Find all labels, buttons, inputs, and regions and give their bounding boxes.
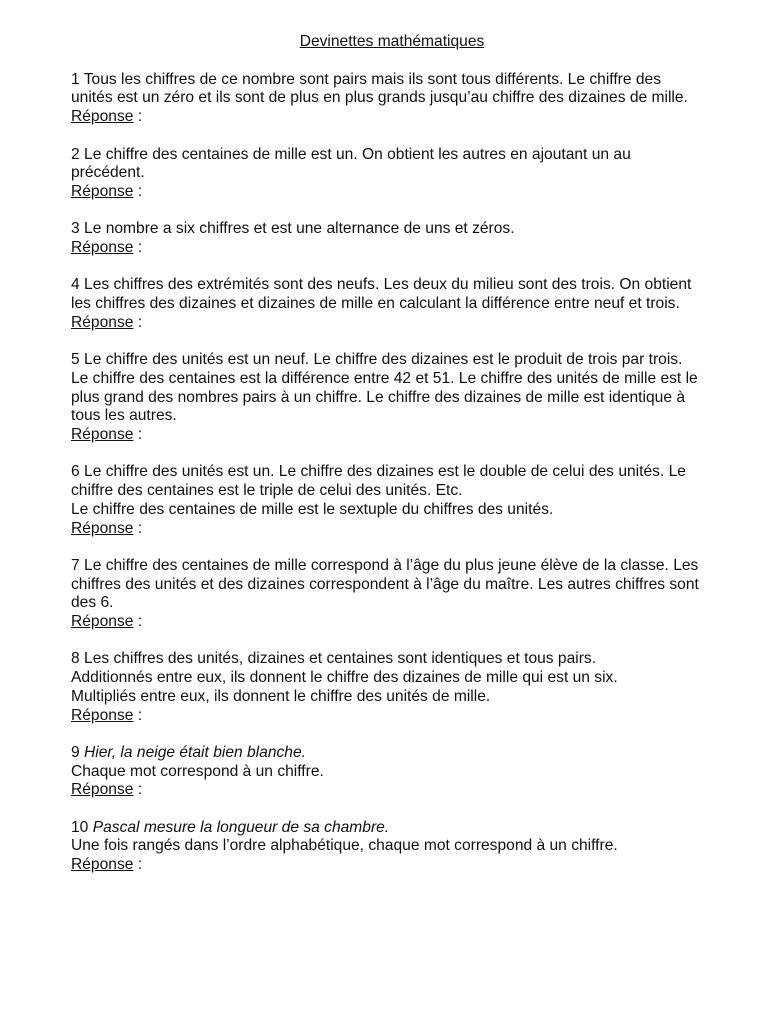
answer-colon: : xyxy=(133,613,143,630)
answer-label: Réponse xyxy=(71,426,134,443)
riddle-number: 2 xyxy=(71,145,80,163)
answer-colon: : xyxy=(133,426,143,443)
answer-label: Réponse xyxy=(71,856,134,874)
answer-line xyxy=(71,314,703,333)
riddle-statement: Les chiffres des extrémités sont des neufs. Les deux du milieu sont des trois. On obtient les chiffres des dizaines et dizaines de mille en calculant la différence entre neuf et trois. xyxy=(71,276,692,313)
riddle-6 xyxy=(71,463,703,538)
riddle-statement-line: Additionnés entre eux, ils donnent le chiffre des dizaines de mille qui est un six. xyxy=(71,669,618,687)
riddle-statement: Le chiffre des unités est un. Le chiffre des dizaines est le double de celui des unités. Le chiffre des centaines est le triple de celui des unités. Etc. xyxy=(71,463,686,500)
answer-colon: : xyxy=(133,706,143,724)
answer-colon: : xyxy=(133,108,143,126)
answer-line xyxy=(71,613,703,632)
answer-label: Réponse xyxy=(71,781,134,799)
riddle-9 xyxy=(71,744,703,800)
riddle-statement: Le nombre a six chiffres et est une alternance de uns et zéros. xyxy=(84,220,515,238)
answer-colon: : xyxy=(133,856,143,874)
riddle-statement-line: Le chiffre des centaines de mille est le sextuple du chiffres des unités. xyxy=(71,500,554,518)
riddle-sentence: Hier, la neige était bien blanche. xyxy=(84,743,306,761)
riddle-number: 4 xyxy=(71,276,80,294)
riddle-number: 9 xyxy=(71,743,80,761)
riddle-3 xyxy=(71,220,703,257)
answer-line xyxy=(71,707,703,726)
answer-colon: : xyxy=(133,781,143,799)
answer-colon: : xyxy=(133,313,143,331)
riddle-number: 1 xyxy=(71,70,80,88)
answer-line xyxy=(71,183,703,202)
answer-label: Réponse xyxy=(71,313,134,331)
riddle-text xyxy=(71,220,703,239)
answer-colon: : xyxy=(133,182,143,200)
answer-line xyxy=(71,520,703,539)
riddle-text xyxy=(71,463,703,500)
riddle-text xyxy=(71,650,703,669)
answer-label: Réponse xyxy=(71,706,134,724)
riddle-10 xyxy=(71,819,703,875)
riddle-statement: Les chiffres des unités, dizaines et centaines sont identiques et tous pairs. xyxy=(84,650,597,668)
riddle-number: 6 xyxy=(71,463,80,481)
riddle-4 xyxy=(71,276,703,332)
riddle-text xyxy=(71,146,703,183)
riddle-text xyxy=(71,744,703,763)
riddle-2 xyxy=(71,146,703,202)
riddle-number: 5 xyxy=(71,351,80,369)
riddle-text xyxy=(71,819,703,838)
riddle-text xyxy=(71,276,703,313)
riddle-number: 3 xyxy=(71,220,80,238)
riddle-statement: Tous les chiffres de ce nombre sont pairs mais ils sont tous différents. Le chiffre des unités est un zéro et ils sont de plus en plus grands jusqu’au chiffre des dizaines de mille. xyxy=(71,70,688,107)
riddle-text xyxy=(71,351,703,426)
riddle-number: 10 xyxy=(71,818,89,836)
answer-label: Réponse xyxy=(71,108,134,126)
answer-line xyxy=(71,239,703,258)
riddle-statement-line: Multipliés entre eux, ils donnent le chiffre des unités de mille. xyxy=(71,687,491,705)
document-title: Devinettes mathématiques xyxy=(299,33,485,50)
riddle-8 xyxy=(71,650,703,725)
answer-label: Réponse xyxy=(71,613,134,630)
answer-line xyxy=(71,108,703,127)
riddle-statement: Le chiffre des centaines de mille est un. On obtient les autres en ajoutant un au précédent. xyxy=(71,145,631,182)
riddle-7 xyxy=(71,557,703,632)
riddle-number: 8 xyxy=(71,650,80,668)
answer-label: Réponse xyxy=(71,182,134,200)
riddle-statement: Le chiffre des unités est un neuf. Le chiffre des dizaines est le produit de trois par trois. Le chiffre des centaines est la différence entre 42 et 51. Le chiffre des unités de mille est le plus grand des nombres pairs à un chiffre. Le chiffre des dizaines de mille est identique à tous les autres. xyxy=(71,351,698,425)
riddle-statement-line: Chaque mot correspond à un chiffre. xyxy=(71,762,324,780)
riddle-text xyxy=(71,557,703,613)
answer-colon: : xyxy=(133,239,143,256)
riddle-1 xyxy=(71,71,703,127)
document-page xyxy=(71,33,703,893)
riddle-statement: Le chiffre des centaines de mille correspond à l’âge du plus jeune élève de la classe. Les chiffres des unités et des dizaines correspondent à l’âge du maître. Les autres chiffres sont des 6. xyxy=(71,556,699,612)
answer-line xyxy=(71,856,703,875)
answer-line xyxy=(71,781,703,800)
riddle-statement-line: Une fois rangés dans l’ordre alphabétique, chaque mot correspond à un chiffre. xyxy=(71,837,618,855)
answer-label: Réponse xyxy=(71,239,134,256)
riddle-text xyxy=(71,71,703,108)
riddle-number: 7 xyxy=(71,556,80,574)
answer-label: Réponse xyxy=(71,519,134,537)
riddle-5 xyxy=(71,351,703,445)
riddle-sentence: Pascal mesure la longueur de sa chambre. xyxy=(92,818,390,836)
answer-colon: : xyxy=(133,519,143,537)
answer-line xyxy=(71,426,703,445)
